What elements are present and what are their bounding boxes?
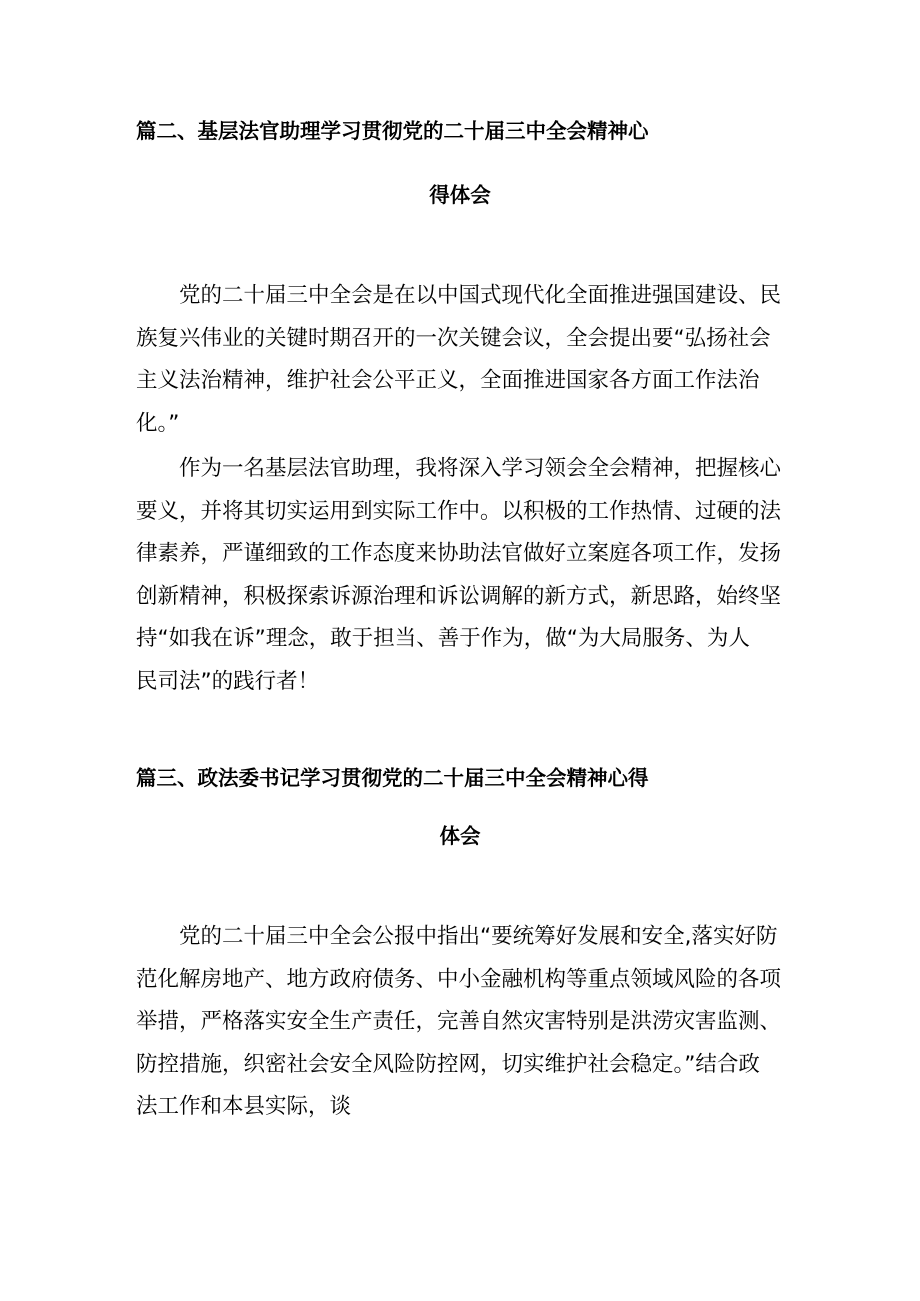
section2-title-line2: 得体会 (429, 183, 491, 207)
text-line: 要义，并将其切实运用到实际工作中。以积极的工作热情、过硬的法 (136, 498, 782, 524)
text-line: 法工作和本县实际，谈 (136, 1094, 352, 1120)
text-line: 党的二十届三中全会是在以中国式现代化全面推进强国建设、民 (179, 283, 782, 308)
section2-paragraph-1 (136, 275, 788, 445)
text-line: 族复兴伟业的关键时期召开的一次关键会议，全会提出要“弘扬社会 (136, 325, 771, 351)
section3-paragraph-1 (136, 916, 788, 1129)
section2-title-line1: 篇二、基层法官助理学习贯彻党的二十届三中全会精神心 (136, 119, 649, 143)
section3-title-line2: 体会 (439, 824, 481, 848)
text-line: 党的二十届三中全会公报中指出“要统筹好发展和安全,落实好防 (179, 924, 778, 949)
text-line: 主义法治精神，维护社会公平正义，全面推进国家各方面工作法治 (136, 368, 760, 394)
section3-title-line1: 篇三、政法委书记学习贯彻党的二十届三中全会精神心得 (136, 766, 649, 790)
text-line: 防控措施，织密社会安全风险防控网，切实维护社会稳定。”结合政 (136, 1051, 760, 1077)
text-line: 持“如我在诉”理念，敢于担当、善于作为，做“为大局服务、为人 (136, 626, 750, 652)
section2-paragraph-2 (136, 448, 788, 704)
text-line: 作为一名基层法官助理，我将深入学习领会全会精神，把握核心 (179, 456, 782, 481)
text-line: 化。” (136, 410, 180, 436)
text-line: 律素养，严谨细致的工作态度来协助法官做好立案庭各项工作，发扬 (136, 541, 782, 567)
text-line: 创新精神，积极探索诉源治理和诉讼调解的新方式，新思路，始终坚 (136, 583, 782, 609)
text-line: 范化解房地产、地方政府债务、中小金融机构等重点领域风险的各项 (136, 966, 782, 992)
text-line: 民司法”的践行者！ (136, 668, 320, 694)
text-line: 举措，严格落实安全生产责任，完善自然灾害特别是洪涝灾害监测、 (136, 1009, 782, 1035)
